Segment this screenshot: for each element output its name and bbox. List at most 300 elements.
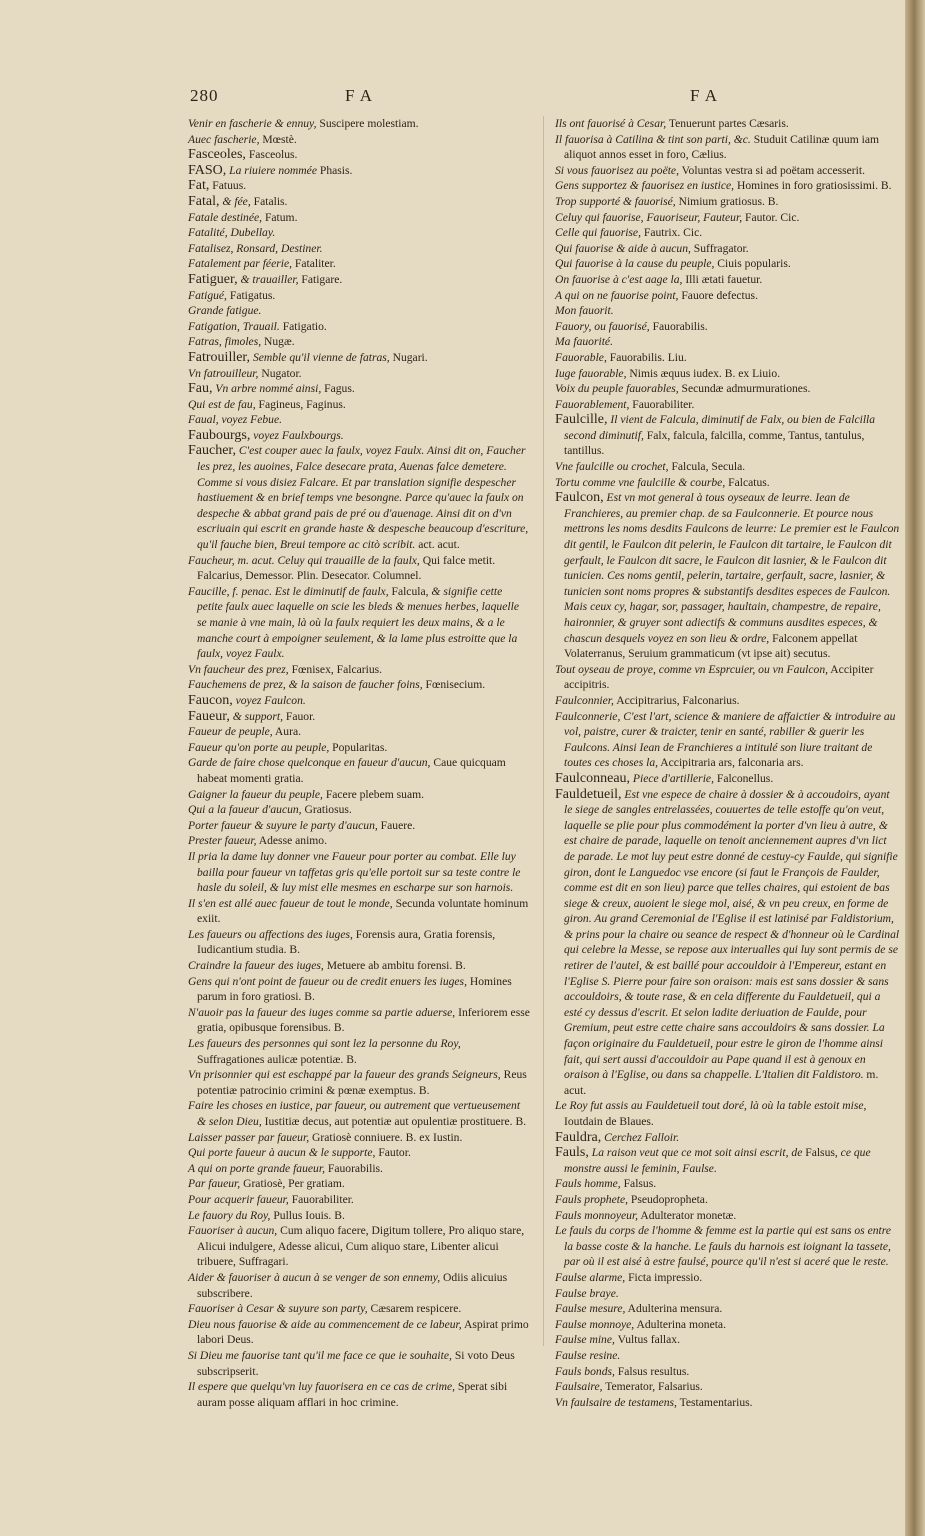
latin-text: Fautor. Cic.: [742, 210, 800, 224]
dictionary-entry: [555, 241, 900, 257]
dictionary-entry: [188, 225, 530, 241]
latin-text: Si voto Deus subscripserit.: [197, 1348, 515, 1378]
dictionary-entry: [555, 771, 900, 787]
latin-text: Nugari.: [389, 350, 428, 364]
dictionary-entry: [188, 178, 530, 194]
dictionary-entry: [188, 787, 530, 803]
latin-text: Fautrix. Cic.: [640, 226, 703, 240]
french-text: Vne faulcille ou crochet,: [555, 460, 669, 474]
latin-text: Voluntas vestra si ad poëtam accesserit.: [678, 163, 865, 177]
latin-text: Gratiosè conniuere. B. ex Iustin.: [309, 1130, 463, 1144]
french-text: Prester faueur,: [188, 834, 257, 848]
dictionary-entry: [188, 1301, 530, 1317]
latin-text: Iustitiæ decus, aut potentiæ aut opulentiæ prostituere. B.: [261, 1115, 527, 1128]
headword: Fat,: [188, 178, 210, 194]
column-divider: [543, 116, 544, 1346]
french-text: C'est couper auec la faulx, voyez Faulx. Ainsi dit on, Faucher les prez, les auoines, Falce desecare prata, Auenas falce demetere. Comme si vous disiez Falcare. Et par translation signifie despescher hastiuement & en brief temps vne besongne. Parce qu'auec la faulx on despeche & abbat grand pais de pré ou d'auenage. Ainsi dit on d'vn escriuain qui escrit en grande haste & despesche beaucoup d'escriture, qu'il fauche bien, Breui tempore ac citò scribit.: [197, 444, 529, 552]
french-text: Faulsaire,: [555, 1380, 603, 1394]
dictionary-entry: [555, 397, 900, 413]
french-text: Vn faulsaire de testamens,: [555, 1395, 677, 1409]
latin-text: Qui falce metit. Falcarius, Demessor. Plin. Desecator. Columnel.: [197, 553, 496, 583]
latin-text: act. acut.: [415, 538, 460, 552]
french-text: Faulse resine.: [555, 1348, 621, 1362]
french-text: Venir en fascherie & ennuy,: [188, 117, 317, 130]
dictionary-entry: [555, 288, 900, 304]
dictionary-entry: [188, 1130, 530, 1146]
french-text: Craindre la faueur des iuges,: [188, 959, 324, 973]
french-text: & support,: [229, 709, 283, 723]
dictionary-entry: [188, 241, 530, 257]
page-number: 280: [190, 86, 219, 105]
latin-text: Temerator, Falsarius.: [602, 1380, 703, 1394]
dictionary-entry: [188, 194, 530, 210]
latin-text: Secundæ admurmurationes.: [678, 382, 811, 396]
latin-text: Adulterina moneta.: [634, 1317, 726, 1331]
latin-text: Inferiorem esse gratia, opibusque forensibus. B.: [197, 1005, 530, 1035]
latin-text: Sperat sibi auram posse aliquam afflari in hoc crimine.: [197, 1380, 508, 1409]
dictionary-entry: [555, 116, 900, 132]
left-running-head: F A: [345, 86, 374, 105]
french-text: Faulse mine,: [555, 1333, 615, 1347]
dictionary-entry: [188, 740, 530, 756]
french-text: Iuge fauorable,: [555, 366, 627, 380]
french-text: Ils ont fauorisé à Cesar,: [555, 117, 667, 130]
latin-text: Metuere ab ambitu forensi. B.: [323, 959, 466, 973]
dictionary-entry: [188, 1005, 530, 1036]
dictionary-entry: [188, 397, 530, 413]
french-text: Faulse monnoye,: [555, 1317, 635, 1331]
page-edge-shadow: [905, 0, 925, 1536]
latin-text: Aura.: [272, 725, 302, 739]
french-text: Faulse alarme,: [555, 1270, 626, 1284]
french-text: Faulconnerie, C'est l'art, science & maniere de affaictier & introduire au vol, paistre, curer & traicter, tenir en santé, rabiller & guerir les Faulcons. Ainsi Iean de Franchieres a intitulé son liure traitant de toutes ces choses la,: [555, 709, 896, 770]
french-text: Le Roy fut assis au Fauldetueil tout doré, là où la table estoit mise,: [555, 1099, 867, 1113]
latin-text: Adesse animo.: [256, 834, 328, 848]
latin-text: Homines parum in foro gratiosi. B.: [197, 974, 512, 1004]
latin-text: Cum aliquo facere, Digitum tollere, Pro aliquo stare, Alicui indulgere, Adesse alicui, Cum aliquo stare, Libenter alicui tribuere, Suffragari.: [197, 1224, 525, 1269]
dictionary-entry: [555, 1208, 900, 1224]
latin-text: Falconem appellat Volaterranus, Seruium grammaticum (vt ipse ait) secutus.: [564, 631, 858, 661]
dictionary-entry: [555, 132, 900, 163]
french-text: Fatalité, Dubellay.: [188, 226, 276, 240]
french-text: Fatale destinée,: [188, 210, 263, 224]
latin-text: Fatigare.: [298, 272, 343, 286]
headword: Faueur,: [188, 708, 230, 724]
latin-text: Facere plebem suam.: [322, 787, 425, 801]
latin-text: Homines in foro gratiosissimi. B.: [734, 179, 892, 193]
french-text: Il fauorisa à Catilina & tint son parti, &c.: [555, 132, 751, 146]
dictionary-entry: [188, 662, 530, 678]
dictionary-entry: [555, 787, 900, 1099]
french-text: Fatigué,: [188, 288, 227, 302]
french-text: Qui fauorise & aide à aucun,: [555, 241, 691, 255]
headword: Faulcon,: [555, 490, 604, 506]
dictionary-entry: [188, 272, 530, 288]
latin-text: Falconellus.: [713, 771, 774, 785]
french-text: Qui est de fau,: [188, 397, 256, 411]
dictionary-entry: [188, 709, 530, 725]
french-text: Si Dieu me fauorise tant qu'il me face ce que ie souhaite,: [188, 1348, 452, 1362]
french-text: Fatalement par féerie,: [188, 257, 292, 271]
dictionary-entry: [188, 958, 530, 974]
dictionary-entry: [555, 272, 900, 288]
latin-text: Fauore defectus.: [678, 288, 758, 302]
headword: Fatiguer,: [188, 271, 238, 287]
dictionary-entry: [188, 833, 530, 849]
dictionary-entry: [188, 428, 530, 444]
french-text: Fauorable,: [555, 350, 607, 364]
latin-text: Fauorabilis. Liu.: [606, 350, 687, 364]
dictionary-entry: [188, 256, 530, 272]
dictionary-entry: [555, 1332, 900, 1348]
latin-text: Illi ætati fauetur.: [682, 272, 763, 286]
french-text: Dieu nous fauorise & aide au commencement de ce labeur,: [188, 1317, 462, 1331]
french-text: Le fauls du corps de l'homme & femme est la partie qui est sans os entre la basse coste & la hanche. Le fauls du harnois est ioignant la tassete, par où il est aisé à estre faulsé, pource qu'il n'est si aceré que le reste.: [555, 1224, 891, 1269]
french-text: Il pria la dame luy donner vne Faueur pour porter au combat. Elle luy bailla pour faueur vn taffetas gris qu'elle portoit sur sa teste contre le hasle du soleil, & luy mist elle mesmes en escharpe sur son harnois.: [188, 849, 521, 895]
french-text: Fatras, fimoles,: [188, 335, 262, 349]
headword: Faucher,: [188, 443, 237, 459]
latin-text: Fauorabiliter.: [629, 397, 695, 411]
french-text: Qui a la faueur d'aucun,: [188, 803, 302, 817]
french-text: Grande fatigue.: [188, 304, 262, 318]
dictionary-entry: [188, 1145, 530, 1161]
headword: Faulcille,: [555, 412, 608, 428]
french-text: Est vn mot general à tous oyseaux de leurre. Iean de Franchieres, au premier chap. de sa Faulconnerie. Et pource nous mettrons les noms desdits Faulcons de leurre: Le premier est le Faulcon dit gentil, le Faulcon dit pelerin, le Faulcon dit tartaire, le Faulcon dit gerfault, le Faulcon dit sacre, le Faulcon dit lasnier, & le Faulcon dit tunicien. Ces noms gentil, pelerin, tartaire, gerfault, sacre, lasnier, & tunicien sont noms propres & substantifs desdites especes de Faulcon. Mais ceux cy, hagar, sor, passager, haultain, champestre, de repaire, haironnier, & gruyer sont adiectifs & communs ausdites especes, & chascun desquels voyez en son lieu & ordre,: [564, 491, 900, 645]
dictionary-entry: [188, 210, 530, 226]
french-text: Tortu comme vne faulcille & courbe,: [555, 475, 726, 489]
french-text: On fauorise à c'est aage la,: [555, 272, 683, 286]
latin-text: Pullus Iouis. B.: [270, 1208, 345, 1222]
latin-text: Secunda voluntate hominum exiit.: [197, 896, 529, 926]
dictionary-entry: [555, 1192, 900, 1208]
latin-text: Fagus.: [321, 382, 355, 396]
right-running-head: F A: [690, 86, 719, 105]
french-text: Gaigner la faueur du peuple,: [188, 787, 323, 801]
french-text: Fauoriser à Cesar & suyure son party,: [188, 1302, 368, 1316]
dictionary-entry: [555, 1098, 900, 1129]
headword: FASO,: [188, 162, 227, 178]
french-text: Le fauory du Roy,: [188, 1208, 271, 1222]
latin-text: Fatum.: [262, 210, 298, 224]
french-text: Les faueurs des personnes qui sont lez la personne du Roy,: [188, 1037, 461, 1051]
latin-text: Gratiosus.: [301, 803, 352, 817]
latin-text: Suscipere molestiam.: [316, 117, 419, 130]
dictionary-entry: [555, 350, 900, 366]
latin-text: Fauor.: [282, 709, 316, 723]
french-text: Voix du peuple fauorables,: [555, 382, 679, 396]
latin-text: Adulterator monetæ.: [638, 1208, 737, 1222]
french-text: Gens qui n'ont point de faueur ou de credit enuers les iuges,: [188, 974, 467, 988]
dictionary-entry: [188, 116, 530, 132]
dictionary-entry: [188, 1270, 530, 1301]
french-text: Il s'en est allé auec faueur de tout le monde,: [188, 896, 393, 910]
latin-text: Fatigatio.: [279, 319, 327, 333]
latin-text: Falsus.: [620, 1177, 657, 1191]
headword: Faubourgs,: [188, 427, 251, 443]
latin-text: Odiis alicuius subscribere.: [197, 1270, 508, 1300]
dictionary-entry: [555, 163, 900, 179]
latin-text: Testamentarius.: [676, 1395, 753, 1409]
latin-text: Pseudopropheta.: [628, 1192, 708, 1206]
dictionary-entry: [555, 210, 900, 226]
french-text: Faulse mesure,: [555, 1302, 626, 1316]
latin-text: Cæsarem respicere.: [367, 1302, 462, 1316]
dictionary-entry: [188, 1036, 530, 1067]
french-text: Faulse braye.: [555, 1286, 619, 1300]
dictionary-entry: [188, 677, 530, 693]
french-text: Qui porte faueur à aucun & le supporte,: [188, 1146, 376, 1160]
latin-text: Mœstè.: [259, 132, 297, 146]
latin-text: Fauorabiliter.: [288, 1192, 354, 1206]
french-text: Aider & fauoriser à aucun à se venger de son ennemy,: [188, 1270, 441, 1284]
dictionary-entry: [188, 927, 530, 958]
latin-text: Studuit Catilinæ quum iam aliquot annos esset in foro, Cælius.: [564, 132, 880, 162]
dictionary-entry: [555, 412, 900, 459]
french-text: Semble qu'il vienne de fatras,: [250, 350, 390, 364]
dictionary-entry: [188, 1161, 530, 1177]
dictionary-entry: [188, 366, 530, 382]
dictionary-entry: [188, 1223, 530, 1270]
latin-text: Fauere.: [377, 818, 416, 832]
dictionary-entry: [188, 1098, 530, 1129]
french-text: Faulconnier,: [555, 693, 614, 707]
latin-text: m. acut.: [564, 1068, 879, 1097]
latin-text: Fasceolus.: [245, 148, 298, 162]
latin-text: Falcula, Secula.: [668, 460, 746, 474]
dictionary-entry: [555, 459, 900, 475]
latin-text: Aspirat primo labori Deus.: [197, 1317, 529, 1347]
dictionary-entry: [188, 443, 530, 552]
latin-text: Fœnisecium.: [422, 678, 486, 692]
latin-text: Phasis.: [316, 163, 353, 177]
latin-text: Fataliter.: [292, 257, 336, 271]
dictionary-entry: [555, 225, 900, 241]
dictionary-entry: [188, 1317, 530, 1348]
dictionary-entry: [555, 693, 900, 709]
dictionary-entry: [555, 256, 900, 272]
latin-text: Ciuis popularis.: [714, 257, 791, 271]
french-text: Vn fatrouilleur,: [188, 366, 259, 380]
latin-text: Suffragator.: [690, 241, 749, 255]
headword: Fauldra,: [555, 1129, 602, 1145]
latin-text: Falcula,: [388, 584, 429, 598]
latin-text: Falsus resultus.: [614, 1364, 690, 1378]
french-text: Fauory, ou fauorisé,: [555, 319, 650, 333]
french-text: Fauoriser à aucun,: [188, 1224, 278, 1238]
headword: Faucon,: [188, 692, 233, 708]
headword: Fatal,: [188, 193, 220, 209]
dictionary-entry: [188, 412, 530, 428]
headword: Faulconneau,: [555, 770, 631, 786]
dictionary-entry: [555, 1223, 900, 1270]
french-text: Faueur qu'on porte au peuple,: [188, 740, 330, 754]
dictionary-entry: [188, 381, 530, 397]
latin-text: Nugator.: [258, 366, 302, 380]
french-text: Celle qui fauorise,: [555, 226, 641, 240]
french-text: & signifie cette petite faulx auec laquelle on scie les bleds & menues herbes, laquelle se manie à vne main, là où la faulx requiert les deux mains, & a le manche court à empoigner seulement, & la lame plus estroitte que la faulx, voyez Faulx.: [197, 584, 519, 661]
latin-text: Reus potentiæ patrocinio crimini & pœnæ exemptus. B.: [197, 1068, 527, 1097]
dictionary-entry: [188, 802, 530, 818]
french-text: Par faueur,: [188, 1177, 241, 1191]
french-text: ce que monstre aussi le feminin, Faulse.: [564, 1146, 871, 1175]
french-text: N'auoir pas la faueur des iuges comme sa partie aduerse,: [188, 1005, 456, 1019]
french-text: Fauorablement,: [555, 397, 630, 411]
latin-text: Fatigatus.: [226, 288, 276, 302]
french-text: Celuy qui fauorise, Fauoriseur, Fauteur,: [555, 210, 743, 224]
dictionary-entry: [555, 1317, 900, 1333]
dictionary-entry: [555, 1379, 900, 1395]
latin-text: Gratiosè, Per gratiam.: [240, 1177, 345, 1191]
french-text: Fauchemens de prez, & la saison de faucher foins,: [188, 678, 423, 692]
french-text: Tout oyseau de proye, comme vn Esprcuier, ou vn Faulcon,: [555, 662, 829, 676]
dictionary-entry: [555, 1286, 900, 1302]
latin-text: Falsus,: [802, 1146, 838, 1160]
headword: Fatrouiller,: [188, 349, 251, 365]
dictionary-entry: [555, 490, 900, 662]
latin-text: Nimium gratiosus. B.: [675, 194, 779, 208]
french-text: Si vous fauorisez au poëte,: [555, 163, 679, 177]
french-text: Vn prisonnier qui est eschappé par la faueur des grands Seigneurs,: [188, 1068, 501, 1082]
french-text: Ma fauorité.: [555, 335, 613, 349]
french-text: Faucille, f. penac. Est le diminutif de faulx,: [188, 584, 389, 598]
french-text: Fatalisez, Ronsard, Destiner.: [188, 241, 323, 255]
french-text: Qui fauorise à la cause du peuple,: [555, 257, 715, 271]
latin-text: Popularitas.: [329, 740, 388, 754]
latin-text: Fœnisex, Falcarius.: [288, 662, 383, 676]
french-text: Il espere que quelqu'vn luy fauorisera en ce cas de crime,: [188, 1380, 456, 1394]
latin-text: Accipitrarius, Falconarius.: [613, 693, 740, 707]
french-text: Auec fascherie,: [188, 132, 260, 146]
dictionary-entry: [555, 194, 900, 210]
french-text: La raison veut que ce mot soit ainsi escrit, de: [588, 1146, 803, 1160]
french-text: La riuiere nommée: [226, 163, 317, 177]
latin-text: Fatuus.: [209, 179, 247, 193]
french-text: Faucheur, m. acut. Celuy qui trauaille de la faulx,: [188, 553, 420, 567]
latin-text: Suffragationes aulicæ potentiæ. B.: [197, 1052, 357, 1066]
dictionary-entry: [188, 1348, 530, 1379]
dictionary-entry: [555, 319, 900, 335]
french-text: voyez Faulxbourgs.: [250, 428, 344, 442]
dictionary-entry: [188, 288, 530, 304]
headword: Fauls,: [555, 1145, 589, 1161]
french-text: Vn faucheur des prez,: [188, 662, 289, 676]
latin-text: Fagineus, Faginus.: [255, 397, 346, 411]
dictionary-entry: [555, 709, 900, 771]
dictionary-entry: [188, 584, 530, 662]
dictionary-entry: [188, 849, 530, 896]
french-text: Garde de faire chose quelconque en faueur d'aucun,: [188, 756, 431, 770]
dictionary-entry: [188, 755, 530, 786]
latin-text: Fauorabilis.: [324, 1161, 383, 1175]
headword: Fau,: [188, 381, 213, 397]
dictionary-entry: [555, 1348, 900, 1364]
latin-text: Caue quicquam habeat momenti gratia.: [197, 756, 506, 785]
dictionary-entry: [555, 475, 900, 491]
french-text: Fatigation, Trauail.: [188, 319, 280, 333]
dictionary-entry: [188, 334, 530, 350]
latin-text: Ficta impressio.: [625, 1270, 703, 1284]
latin-text: Fatalis.: [250, 194, 288, 208]
french-text: Faire les choses en iustice, par faueur, ou autrement que vertueusement & selon Dieu,: [188, 1099, 521, 1128]
french-text: Pour acquerir faueur,: [188, 1192, 289, 1206]
french-text: Les faueurs ou affections des iuges,: [188, 927, 353, 941]
dictionary-entry: [188, 1208, 530, 1224]
latin-text: Falx, falcula, falcilla, comme, Tantus, tantulus, tantillus.: [564, 428, 865, 458]
latin-text: Falcatus.: [725, 475, 770, 489]
latin-text: Fauorabilis.: [649, 319, 708, 333]
dictionary-entry: [188, 818, 530, 834]
dictionary-entry: [188, 303, 530, 319]
dictionary-entry: [555, 381, 900, 397]
dictionary-entry: [555, 1145, 900, 1176]
latin-text: Tenuerunt partes Cæsaris.: [666, 117, 789, 130]
right-column: [555, 116, 900, 1410]
french-text: Mon fauorit.: [555, 304, 614, 318]
dictionary-entry: [555, 662, 900, 693]
latin-text: Forensis aura, Gratia forensis, Iudicantium studia. B.: [197, 927, 496, 957]
french-text: voyez Faulcon.: [232, 693, 306, 707]
latin-text: Adulterina mensura.: [625, 1302, 723, 1316]
dictionary-entry: [555, 1176, 900, 1192]
dictionary-entry: [555, 1395, 900, 1411]
dictionary-entry: [188, 1192, 530, 1208]
dictionary-entry: [555, 1364, 900, 1380]
french-text: Est vne espece de chaire à dossier & à accoudoirs, ayant le siege de sangles entrelassées, couuertes de telle estoffe qu'on veut, laquelle se plie pour plus commodément la porter d'vn lieu à autre, & est chaire de parade, laquelle on tenoit anciennement aupres d'vn lict de parade. Le mot luy peut estre donné de cestuy-cy Faulde, qui signifie giron, dont le Languedoc vse encore (si faut le François de Faulder, comme est dit en son lieu) parce que telles chaires, qui estoient de bas siege & creux, auoient le siege mol, aisé, & vn peu creux, en forme de giron. Au grand Ceremonial de l'Eglise il est latinisé par Faldistorium, & prins pour la chaire ou seance de respect & d'honneur où le Cardinal qui celebre la Messe, se repose aux interualles qui luy sont permis de se retirer de l'autel, & est baillé pour accouldoir à l'Empereur, estant en l'Eglise S. Pierre pour faire son oraison: mais est sans dossier & sans accouldoirs, & toute rase, & en cela differente du Fauldetueil, qui a esté cy dessus d'escrit. Et selon ladite deriuation de Faulde, pour Gremium, peut estre cette chaire sans accouldoirs & sans dossier. La façon originaire du Fauldetueil, pour estre le giron de l'homme ainsi fait, qui sert aussi d'accouldoir au Pape quand il est à genoux en oraison à l'Eglise, ou dans sa chappelle. L'Italien dit Faldistoro.: [564, 787, 900, 1082]
latin-text: Accipiter accipitris.: [564, 662, 874, 692]
french-text: Gens supportez & fauorisez en iustice,: [555, 179, 735, 193]
latin-text: Nimis æquus iudex. B. ex Liuio.: [626, 366, 781, 380]
dictionary-entry: [555, 1130, 900, 1146]
dictionary-entry: [188, 132, 530, 148]
french-text: Trop supporté & fauorisé,: [555, 194, 676, 208]
latin-text: Fautor.: [375, 1146, 411, 1160]
latin-text: Vultus fallax.: [614, 1333, 680, 1347]
dictionary-entry: [555, 178, 900, 194]
french-text: Faueur de peuple,: [188, 725, 273, 739]
french-text: Il vient de Falcula, diminutif de Falx, ou bien de Falcilla second diminutif,: [564, 413, 876, 442]
french-text: Cerchez Falloir.: [601, 1130, 680, 1144]
dictionary-entry: [188, 553, 530, 584]
french-text: & fée,: [219, 194, 251, 208]
dictionary-entry: [188, 350, 530, 366]
dictionary-entry: [555, 1270, 900, 1286]
french-text: Vn arbre nommé ainsi,: [212, 382, 322, 396]
dictionary-entry: [188, 147, 530, 163]
dictionary-entry: [188, 724, 530, 740]
french-text: A qui on ne fauorise point,: [555, 288, 679, 302]
dictionary-entry: [188, 974, 530, 1005]
headword: Fauldetueil,: [555, 786, 622, 802]
latin-text: Ioutdain de Blaues.: [564, 1115, 654, 1128]
french-text: Fauls monnoyeur,: [555, 1208, 639, 1222]
french-text: Fauls prophete,: [555, 1192, 628, 1206]
dictionary-entry: [188, 319, 530, 335]
dictionary-entry: [188, 1067, 530, 1098]
dictionary-entry: [555, 303, 900, 319]
french-text: A qui on porte grande faueur,: [188, 1161, 325, 1175]
french-text: Piece d'artillerie,: [630, 771, 714, 785]
french-text: Fauls bonds,: [555, 1364, 615, 1378]
dictionary-entry: [188, 1176, 530, 1192]
left-column: [188, 116, 530, 1410]
french-text: & trauailler,: [237, 272, 299, 286]
latin-text: Nugæ.: [261, 335, 295, 349]
dictionary-entry: [188, 1379, 530, 1410]
french-text: Faual, voyez Febue.: [188, 413, 283, 427]
french-text: Laisser passer par faueur,: [188, 1130, 310, 1144]
french-text: Fauls homme,: [555, 1177, 621, 1191]
headword: Fasceoles,: [188, 147, 246, 163]
